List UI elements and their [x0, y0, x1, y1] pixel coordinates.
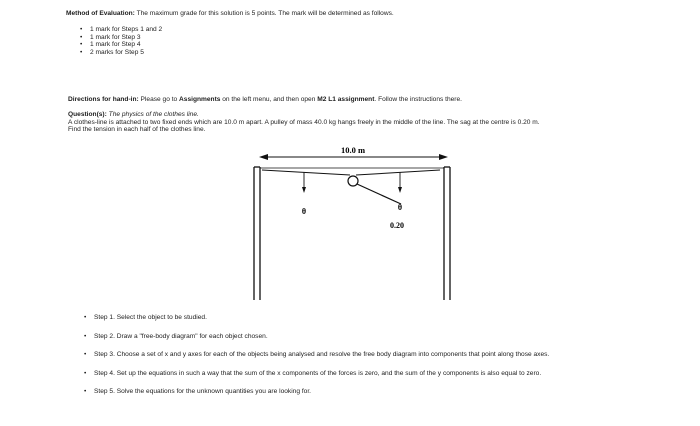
- question-line-1: A clothes-line is attached to two fixed ends which are 10.0 m apart. A pulley of mass 40.0 kg hangs freely in the middle of the line. The sag at the centre is 0.20 m.: [68, 119, 540, 126]
- list-item: • Step 3. Choose a set of x and y axes for each of the objects being analysed and resolve the free body diagram into components that point along those axes.: [84, 351, 549, 359]
- handin-text-b: on the left menu, and then open: [220, 96, 318, 103]
- list-item: • 2 marks for Step 5: [80, 49, 162, 57]
- pulley: [348, 176, 358, 186]
- left-pole: [254, 167, 260, 300]
- theta-left-label: θ: [301, 207, 307, 216]
- list-item: • 1 mark for Steps 1 and 2: [80, 26, 162, 34]
- list-item: • Step 5. Solve the equations for the unknown quantities you are looking for.: [84, 388, 549, 396]
- list-item: • 1 mark for Step 3: [80, 34, 162, 42]
- span-label: 10.0 m: [340, 145, 366, 155]
- clothesline-left-half: [262, 170, 350, 175]
- assignment-name[interactable]: M2 L1 assignment: [317, 96, 375, 103]
- list-item: • Step 1. Select the object to be studied.: [84, 314, 549, 322]
- handin-text-c: . Follow the instructions there.: [374, 96, 462, 103]
- list-item: • Step 2. Draw a "free-body diagram" for each object chosen.: [84, 333, 549, 341]
- question-title: The physics of the clothes line.: [106, 111, 199, 118]
- right-pole: [444, 167, 450, 300]
- steps-list: [84, 314, 549, 396]
- sag-label: 0.20: [390, 221, 404, 230]
- handin-text-a: Please go to: [138, 96, 180, 103]
- question-label: Question(s):: [68, 111, 107, 118]
- evaluation-text: The maximum grade for this solution is 5 points. The mark will be determined as follows.: [134, 10, 394, 17]
- left-theta-arrow: [302, 172, 306, 193]
- evaluation-label: Method of Evaluation:: [66, 10, 135, 17]
- clothesline-right-half: [356, 170, 440, 175]
- list-item: • 1 mark for Step 4: [80, 41, 162, 49]
- theta-right-label: θ: [397, 203, 403, 212]
- handin-label: Directions for hand-in:: [68, 96, 139, 103]
- pulley-strap: [357, 184, 401, 204]
- right-theta-arrow: [398, 172, 402, 193]
- assignments-link[interactable]: Assignments: [179, 96, 221, 103]
- list-item: • Step 4. Set up the equations in such a way that the sum of the x components of the forces is zero, and the sum of the y components is also equal to zero.: [84, 370, 549, 378]
- question-line-2: Find the tension in each half of the clothes line.: [68, 126, 206, 133]
